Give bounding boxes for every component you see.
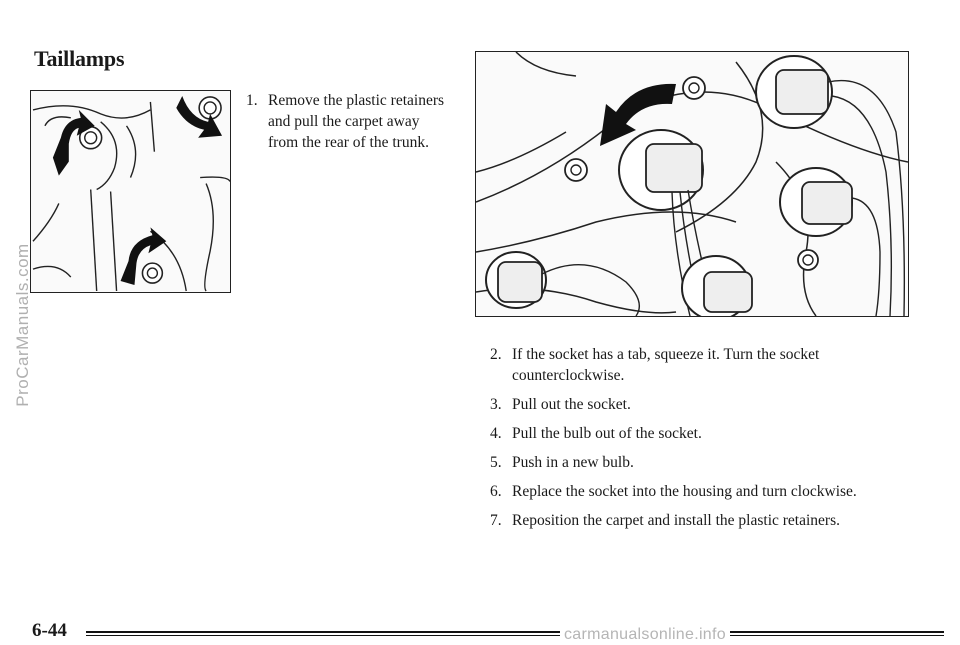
mounting-stud-icon [683, 77, 705, 99]
step-number: 5. [490, 454, 502, 471]
instruction-step [490, 481, 930, 502]
step-number: 2. [490, 346, 502, 363]
instruction-step [490, 394, 930, 415]
taillamp-sockets-illustration [475, 51, 909, 317]
step-text: Pull the bulb out of the socket. [512, 425, 702, 442]
instruction-step [490, 344, 930, 386]
step-number: 3. [490, 396, 502, 413]
lamp-socket-icon [780, 168, 880, 316]
lamp-socket-icon [682, 256, 752, 316]
instruction-step [490, 423, 930, 444]
retainer-icon [142, 263, 162, 283]
step-text: Reposition the carpet and install the plastic retainers. [512, 512, 840, 529]
mounting-stud-icon [798, 250, 818, 270]
instruction-list-right [490, 344, 930, 539]
section-title: Taillamps [34, 46, 125, 71]
step-text: If the socket has a tab, squeeze it. Turn the socket counterclockwise. [512, 346, 820, 384]
step-text: Replace the socket into the housing and turn clockwise. [512, 483, 857, 500]
side-watermark-text: ProCarManuals.com [13, 243, 32, 407]
step-number: 6. [490, 483, 502, 500]
page-number: 6-44 [32, 620, 67, 641]
side-watermark [10, 175, 36, 475]
instruction-list-left [246, 90, 446, 161]
step-text: Push in a new bulb. [512, 454, 634, 471]
taillamp-sockets-drawing [476, 52, 908, 316]
instruction-step [490, 452, 930, 473]
step-text: Remove the plastic retainers and pull the carpet away from the rear of the trunk. [268, 92, 445, 151]
step-number: 7. [490, 512, 502, 529]
instruction-step [246, 90, 446, 153]
mounting-stud-icon [565, 159, 587, 181]
footer-rule-thin [86, 635, 944, 636]
step-text: Pull out the socket. [512, 396, 631, 413]
step-number: 4. [490, 425, 502, 442]
step-number: 1. [246, 92, 258, 109]
footer-rule [86, 631, 944, 633]
footer-watermark: carmanualsonline.info [560, 626, 730, 644]
instruction-step [490, 510, 930, 531]
trunk-retainers-illustration [30, 90, 231, 293]
trunk-retainers-drawing [31, 91, 230, 292]
